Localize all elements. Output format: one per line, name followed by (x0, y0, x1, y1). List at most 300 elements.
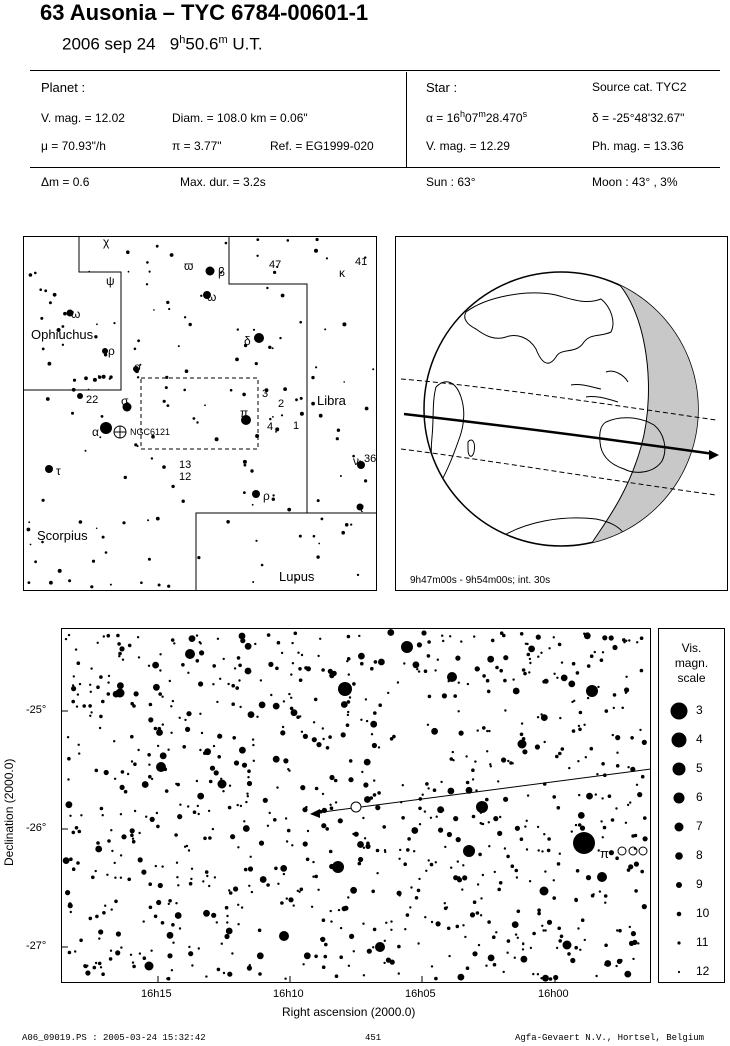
star-label-kappa: κ (339, 266, 345, 280)
star (609, 635, 614, 640)
star (170, 253, 174, 257)
star (155, 865, 157, 867)
star (529, 880, 531, 882)
star-label-1: 1 (293, 420, 300, 432)
star-label-pi: π (240, 406, 249, 420)
planet-reference: Ref. = EG1999-020 (270, 139, 374, 153)
star (173, 642, 175, 644)
star (372, 743, 377, 748)
star (431, 921, 433, 923)
star (373, 928, 377, 932)
star (397, 891, 402, 896)
star (172, 942, 174, 944)
star (181, 663, 185, 667)
star (148, 882, 152, 886)
star (258, 929, 262, 933)
star (521, 722, 523, 724)
star (68, 579, 71, 582)
star (486, 750, 488, 752)
star (437, 659, 439, 661)
bright-star (476, 801, 488, 813)
star (146, 261, 149, 264)
finder-chart (23, 236, 377, 591)
star (427, 787, 429, 789)
bright-star (252, 490, 260, 498)
star (390, 920, 392, 922)
star (461, 888, 463, 890)
star (247, 795, 249, 797)
star (611, 818, 615, 822)
star (392, 735, 396, 739)
star (469, 852, 473, 856)
bright-star (185, 649, 195, 659)
star (438, 828, 443, 833)
legend-magnitude-label: 12 (696, 964, 710, 978)
star (532, 932, 536, 936)
star (252, 504, 254, 506)
legend-magnitude-label: 6 (696, 790, 703, 804)
star (78, 752, 80, 754)
star (345, 523, 349, 527)
star (153, 684, 160, 691)
star (342, 906, 347, 911)
star (130, 735, 134, 739)
star (267, 825, 269, 827)
legend-magnitude-label: 5 (696, 761, 703, 775)
star (101, 972, 105, 976)
alpha-minutes: 07 (465, 111, 479, 125)
star-label-alpha: α (92, 425, 99, 439)
star (108, 675, 110, 677)
star (156, 825, 160, 829)
star (556, 677, 558, 679)
star (107, 634, 111, 638)
star (403, 862, 407, 866)
star (28, 581, 31, 584)
star (313, 721, 315, 723)
star (427, 724, 429, 726)
star (109, 957, 113, 961)
star (212, 664, 216, 668)
star (630, 736, 634, 740)
star-label-chi: χ (103, 237, 110, 249)
star (493, 816, 498, 821)
star (334, 779, 338, 783)
star (260, 679, 262, 681)
star (512, 921, 519, 928)
star (193, 810, 197, 814)
star (527, 794, 529, 796)
star (361, 771, 363, 773)
star (89, 684, 91, 686)
star (467, 683, 469, 685)
star (340, 927, 342, 929)
star (290, 697, 292, 699)
star (321, 823, 326, 828)
star-label-varpi: ϖ (184, 259, 194, 273)
star (170, 732, 172, 734)
star (272, 494, 274, 496)
star (130, 954, 132, 956)
star (46, 397, 50, 401)
star (587, 687, 589, 689)
star (80, 814, 82, 816)
star (349, 934, 354, 939)
star (365, 407, 369, 411)
star (616, 929, 618, 931)
star (636, 641, 638, 643)
star (110, 950, 112, 952)
star (645, 837, 647, 839)
star (224, 934, 229, 939)
star (204, 404, 206, 406)
star (517, 937, 519, 939)
star (90, 585, 93, 588)
star (316, 742, 321, 747)
star (266, 883, 270, 887)
star (383, 962, 385, 964)
star (158, 883, 163, 888)
star (478, 853, 482, 857)
star (132, 961, 134, 963)
globe-svg (396, 237, 727, 590)
star (247, 776, 249, 778)
star (415, 896, 419, 900)
star (416, 668, 418, 670)
star (494, 871, 496, 873)
star (99, 727, 101, 729)
star (203, 910, 210, 917)
star (77, 693, 79, 695)
star (482, 674, 486, 678)
star (629, 801, 631, 803)
star (592, 893, 594, 895)
star (495, 666, 499, 670)
star (189, 323, 192, 326)
star (335, 801, 337, 803)
footer-page: 451 (365, 1033, 382, 1043)
star-label-beta: β (218, 265, 225, 279)
star (107, 681, 109, 683)
star (197, 556, 200, 559)
star (72, 831, 76, 835)
ytick-label: -27° (26, 940, 47, 952)
star (577, 927, 579, 929)
legend-dot (677, 941, 680, 944)
star (235, 686, 239, 690)
double-star-marker (618, 847, 626, 855)
star (304, 666, 308, 670)
star (198, 813, 200, 815)
star (188, 849, 190, 851)
star (29, 273, 33, 277)
star (239, 706, 241, 708)
event-timescale: U.T. (232, 34, 263, 54)
star (472, 815, 476, 819)
star (255, 540, 257, 542)
star (579, 949, 581, 951)
planet-vmag: V. mag. = 12.02 (41, 111, 125, 125)
star (523, 672, 527, 676)
star (473, 635, 475, 637)
star (447, 927, 451, 931)
star (272, 347, 274, 349)
star (312, 861, 314, 863)
star (336, 437, 339, 440)
star (189, 635, 196, 642)
star (457, 860, 459, 862)
star (450, 867, 452, 869)
star (259, 841, 264, 846)
star (241, 906, 243, 908)
star (252, 738, 254, 740)
star (434, 669, 436, 671)
star (350, 524, 352, 526)
star (199, 650, 204, 655)
globe-panel (395, 236, 728, 591)
star (522, 948, 524, 950)
star (482, 726, 486, 730)
star (90, 711, 92, 713)
star (466, 781, 470, 785)
star (114, 877, 116, 879)
star (444, 902, 446, 904)
star (568, 681, 575, 688)
star (385, 922, 387, 924)
star (280, 901, 284, 905)
star (187, 672, 189, 674)
star (163, 400, 166, 403)
star (184, 719, 186, 721)
star (404, 641, 406, 643)
star (273, 703, 280, 710)
star (156, 900, 161, 905)
star (99, 675, 103, 679)
star (497, 780, 499, 782)
star (89, 715, 91, 717)
star (268, 662, 273, 667)
bright-star (586, 685, 598, 697)
star (330, 910, 332, 912)
star (634, 862, 639, 867)
star (378, 746, 380, 748)
star (95, 962, 97, 964)
star (291, 642, 293, 644)
star (214, 770, 219, 775)
star (150, 950, 152, 952)
star (72, 388, 76, 392)
star (424, 916, 426, 918)
star (215, 437, 219, 441)
legend-magnitude-label: 11 (696, 935, 709, 949)
star (167, 977, 171, 981)
star (458, 974, 465, 981)
star (322, 738, 324, 740)
star (248, 866, 253, 871)
star (134, 810, 136, 812)
star (322, 727, 324, 729)
star (233, 886, 238, 891)
star (95, 870, 97, 872)
star (176, 862, 178, 864)
star (587, 664, 591, 668)
star (161, 921, 165, 925)
star (71, 700, 75, 704)
star (67, 736, 69, 738)
star (40, 317, 43, 320)
star (156, 812, 158, 814)
star (399, 849, 401, 851)
star (158, 727, 162, 731)
star (464, 936, 466, 938)
star (161, 865, 163, 867)
star (196, 780, 198, 782)
star (382, 825, 386, 829)
star (71, 412, 74, 415)
legend-dot (674, 793, 685, 804)
star (403, 662, 405, 664)
star (188, 946, 190, 948)
star (370, 667, 374, 671)
star (225, 242, 228, 245)
star (612, 645, 617, 650)
star (79, 520, 83, 524)
star (384, 940, 386, 942)
hour-unit: h (179, 34, 186, 46)
moon-info: Moon : 43° , 3% (592, 175, 678, 189)
star (347, 711, 349, 713)
star (172, 700, 174, 702)
star (287, 829, 291, 833)
star (555, 755, 559, 759)
star (126, 250, 130, 254)
star (456, 925, 460, 929)
star (130, 834, 134, 838)
star (348, 777, 353, 782)
star (225, 906, 229, 910)
star (342, 322, 346, 326)
star (237, 328, 239, 330)
star-phmag: Ph. mag. = 13.36 (592, 139, 684, 153)
star (184, 316, 186, 318)
ytick-label: -25° (26, 704, 47, 716)
star (493, 963, 497, 967)
star (319, 638, 321, 640)
star (251, 891, 253, 893)
star (401, 816, 405, 820)
star (349, 696, 351, 698)
star (557, 862, 561, 866)
star (616, 752, 618, 754)
xtick-label: 16h15 (141, 988, 172, 1000)
star (121, 770, 125, 774)
star (27, 528, 31, 532)
star (237, 656, 241, 660)
star (138, 656, 140, 658)
star (595, 975, 597, 977)
star (279, 337, 281, 339)
star (252, 744, 254, 746)
star (499, 881, 503, 885)
star (503, 971, 505, 973)
star (547, 920, 552, 925)
star (573, 700, 575, 702)
star (300, 397, 303, 400)
star (609, 850, 614, 855)
star (109, 375, 112, 378)
magnitude-drop: Δm = 0.6 (41, 175, 90, 189)
star (358, 635, 360, 637)
star (106, 874, 108, 876)
star (187, 805, 189, 807)
star (526, 848, 528, 850)
star (273, 271, 276, 274)
star (641, 775, 645, 779)
star (390, 929, 392, 931)
star (487, 656, 494, 663)
star (599, 890, 601, 892)
star (28, 521, 30, 523)
star (221, 943, 223, 945)
star (134, 691, 139, 696)
star (378, 659, 385, 666)
star (576, 671, 580, 675)
info-divider (406, 72, 407, 168)
constellation-ophiuchus: Ophiuchus (31, 327, 94, 342)
star (99, 436, 101, 438)
star (587, 697, 589, 699)
event-hours: 9 (169, 34, 180, 54)
star (168, 903, 170, 905)
star (410, 886, 412, 888)
star (537, 912, 541, 916)
star (248, 711, 255, 718)
star (622, 638, 626, 642)
star (191, 964, 193, 966)
star (198, 947, 200, 949)
star (147, 519, 149, 521)
star-label-36: 36 (364, 453, 376, 465)
star (338, 818, 343, 823)
star (212, 683, 214, 685)
star (594, 651, 596, 653)
star (628, 639, 630, 641)
star (285, 817, 287, 819)
x-axis-label: Right ascension (2000.0) (282, 1005, 416, 1019)
star (137, 445, 139, 447)
star (324, 955, 328, 959)
star (596, 773, 598, 775)
star (553, 636, 555, 638)
star (417, 942, 419, 944)
star-label-omega: ω (207, 290, 217, 304)
star (248, 885, 250, 887)
double-star-marker (639, 847, 647, 855)
star (228, 806, 232, 810)
star (373, 779, 375, 781)
star (553, 673, 555, 675)
star (179, 717, 181, 719)
star (85, 450, 87, 452)
star (503, 679, 507, 683)
star (161, 696, 163, 698)
star (71, 686, 76, 691)
star (374, 660, 378, 664)
star (114, 778, 116, 780)
star (364, 759, 371, 766)
star (208, 885, 210, 887)
star (280, 730, 285, 735)
